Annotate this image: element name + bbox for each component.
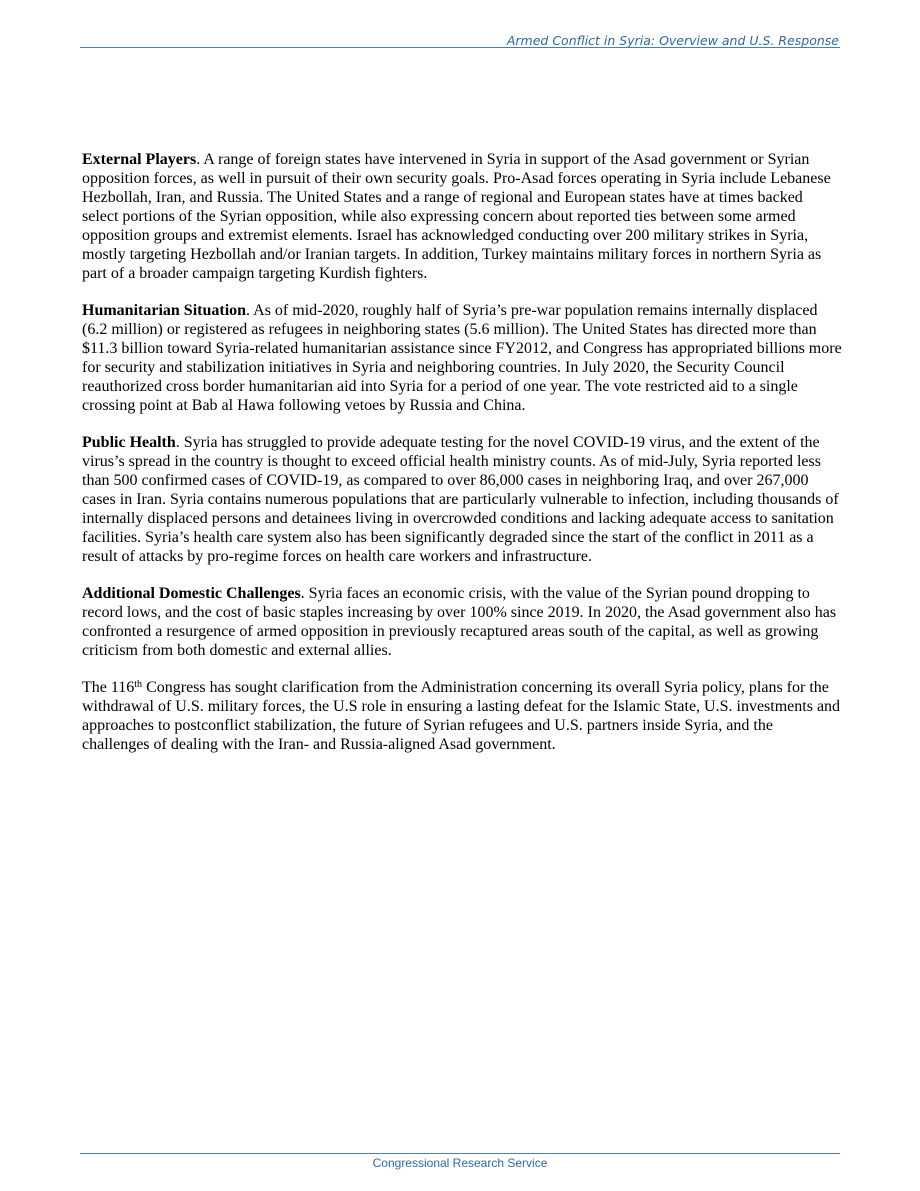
heading-public-health: Public Health — [82, 434, 176, 451]
heading-humanitarian-situation: Humanitarian Situation — [82, 302, 247, 319]
closing-ordinal-suffix: th — [134, 679, 143, 690]
text-humanitarian-situation: . As of mid-2020, roughly half of Syria’s pre-war population remains internally displaced (6.2 million) or registered as refugees in neighboring states (5.6 million). The United States has directed more than $11.3 billion toward Syria-related humanitarian assistance since FY2012, and Congress has appropriated billions more for security and stabilization initiatives in Syria and neighboring countries. In July 2020, the Security Council reauthorized cross border humanitarian aid into Syria for a period of one year. The vote restricted aid to a single crossing point at Bab al Hawa following vetoes by Russia and China. — [82, 302, 842, 414]
heading-external-players: External Players — [82, 151, 197, 168]
paragraph-external-players — [82, 150, 842, 283]
running-header-title: Armed Conflict in Syria: Overview and U.S. Response — [506, 33, 839, 48]
text-public-health: . Syria has struggled to provide adequate testing for the novel COVID-19 virus, and the extent of the virus’s spread in the country is thought to exceed official health ministry counts. As of mid-July, Syria reported less than 500 confirmed cases of COVID-19, as compared to over 86,000 cases in neighboring Iraq, and over 267,000 cases in Iran. Syria contains numerous populations that are particularly vulnerable to infection, including thousands of internally displaced persons and detainees living in overcrowded conditions and lacking adequate access to sanitation facilities. Syria’s health care system also has been significantly degraded since the start of the conflict in 2011 as a result of attacks by pro-regime forces on health care workers and infrastructure. — [82, 434, 839, 565]
paragraph-domestic-challenges — [82, 584, 842, 660]
paragraph-congress — [82, 678, 842, 754]
closing-text: Congress has sought clarification from the Administration concerning its overall Syria policy, plans for the withdrawal of U.S. military forces, the U.S role in ensuring a lasting defeat for the Islamic State, U.S. investments and approaches to postconflict stabilization, the future of Syrian refugees and U.S. partners inside Syria, and the challenges of dealing with the Iran- and Russia-aligned Asad government. — [82, 679, 841, 753]
text-domestic-challenges: . Syria faces an economic crisis, with the value of the Syrian pound dropping to record lows, and the cost of basic staples increasing by over 100% since 2019. In 2020, the Asad government also has confronted a resurgence of armed opposition in previously recaptured areas south of the capital, as well as growing criticism from both domestic and external allies. — [82, 585, 837, 659]
header-divider — [80, 47, 840, 48]
footer-divider — [80, 1153, 840, 1154]
text-external-players: . A range of foreign states have intervened in Syria in support of the Asad government or Syrian opposition forces, as well in pursuit of their own security goals. Pro-Asad forces operating in Syria include Lebanese Hezbollah, Iran, and Russia. The United States and a range of regional and European states have at times backed select portions of the Syrian opposition, while also expressing concern about reported ties between some armed opposition groups and extremist elements. Israel has acknowledged conducting over 200 military strikes in Syria, mostly targeting Hezbollah and/or Iranian targets. In addition, Turkey maintains military forces in northern Syria as part of a broader campaign targeting Kurdish fighters. — [82, 151, 831, 282]
paragraph-humanitarian-situation — [82, 301, 842, 415]
paragraph-public-health — [82, 433, 842, 566]
document-body — [82, 150, 842, 772]
heading-domestic-challenges: Additional Domestic Challenges — [82, 585, 301, 602]
closing-prefix: The 116 — [82, 679, 135, 696]
footer-publisher: Congressional Research Service — [372, 1156, 548, 1170]
